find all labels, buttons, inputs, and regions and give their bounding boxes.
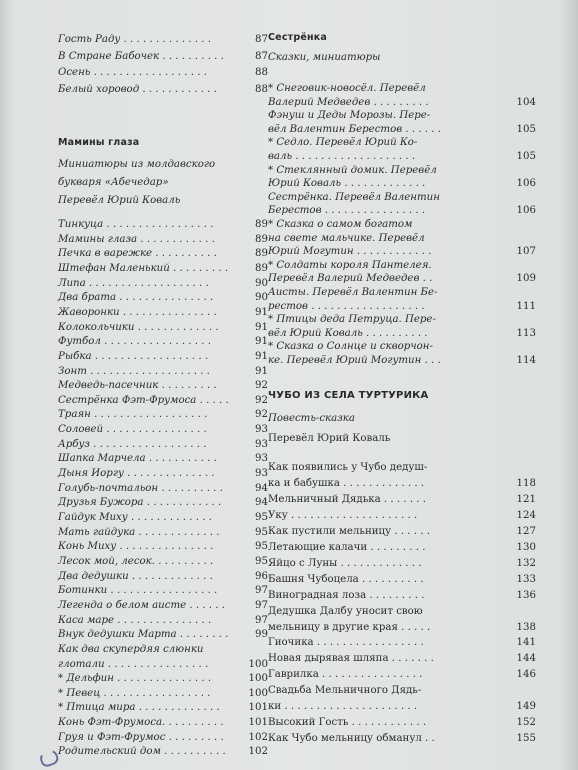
toc-entry-title: Как Чубо мельницу обманул . . bbox=[268, 733, 435, 745]
toc-entry-title: Как пустили мельницу . . . . . . bbox=[268, 525, 430, 537]
toc-entry bbox=[268, 96, 536, 109]
toc-entry-page: 93 bbox=[255, 438, 268, 450]
toc-entry-page: 95 bbox=[255, 526, 268, 538]
toc-entry bbox=[268, 621, 536, 634]
toc-entry-title: Гаврилка . . . . . . . . . . . . . . . . bbox=[268, 669, 423, 681]
toc-entry-title: Соловей . . . . . . . . . . . . . . . . bbox=[58, 424, 207, 436]
toc-entry bbox=[268, 136, 536, 149]
toc-entry-title: * Птицы деда Петруца. Пере- bbox=[268, 314, 436, 326]
toc-entry-page: 93 bbox=[255, 453, 268, 465]
toc-entry bbox=[58, 452, 268, 465]
toc-entry bbox=[268, 541, 536, 554]
toc-entry-title: Валерий Медведев . . . . . . . . . bbox=[268, 96, 429, 108]
toc-entry bbox=[268, 652, 536, 665]
toc-entry-page: 136 bbox=[516, 589, 536, 601]
section-heading-sestryonka: Сестрёнка bbox=[268, 32, 328, 43]
toc-entry-page: 107 bbox=[516, 246, 536, 258]
toc-entry-title: * Птица мира . . . . . . . . . . . . . bbox=[58, 702, 220, 714]
toc-entry-title: Новая дырявая шляпа . . . . . . . bbox=[268, 653, 434, 665]
toc-entry bbox=[268, 573, 536, 586]
toc-entry bbox=[268, 525, 536, 538]
toc-entry-title: Башня Чубоцела . . . . . . . . . . bbox=[268, 573, 424, 585]
toc-entry-page: 89 bbox=[255, 233, 268, 245]
section-subtitle: букваря «Абечедар» bbox=[58, 177, 169, 188]
toc-entry-title: Юрий Могутин . . . . . . . . . . . . bbox=[268, 246, 432, 258]
toc-entry bbox=[58, 394, 268, 407]
toc-entry-page: 97 bbox=[255, 614, 268, 626]
toc-entry bbox=[268, 668, 536, 681]
toc-entry bbox=[58, 218, 268, 231]
toc-entry-title: Яйцо с Луны . . . . . . . . . . . . . bbox=[268, 557, 422, 569]
toc-entry-title: * Певец . . . . . . . . . . . . . . . . . bbox=[58, 687, 211, 699]
toc-entry bbox=[268, 493, 536, 506]
toc-entry-title: Футбол . . . . . . . . . . . . . . . . . bbox=[58, 336, 211, 348]
toc-entry-page: 95 bbox=[255, 555, 268, 567]
toc-entry-page: 102 bbox=[248, 731, 268, 743]
toc-entry bbox=[58, 731, 268, 744]
toc-entry bbox=[58, 262, 268, 275]
toc-entry bbox=[268, 204, 536, 217]
toc-entry-page: 90 bbox=[255, 277, 268, 289]
toc-entry-title: Белый хоровод . . . . . . . . . . . . bbox=[58, 83, 217, 95]
toc-entry-page: 92 bbox=[255, 380, 268, 392]
toc-entry-page: 93 bbox=[255, 424, 268, 436]
toc-entry bbox=[58, 555, 268, 568]
toc-entry bbox=[58, 716, 268, 729]
toc-entry-page: 91 bbox=[255, 336, 268, 348]
toc-entry-page: 91 bbox=[255, 321, 268, 333]
toc-entry-title: Сестрёнка Фэт-Фрумоса . . . . . bbox=[58, 394, 229, 406]
toc-entry bbox=[58, 496, 268, 509]
toc-entry-page: 87 bbox=[255, 50, 268, 62]
toc-entry-title: * Седло. Перевёл Юрий Ко- bbox=[268, 137, 418, 149]
toc-entry bbox=[268, 123, 536, 136]
toc-entry-page: 106 bbox=[516, 205, 536, 217]
toc-entry-title: ки . . . . . . . . . . . . . . . . . . . . . bbox=[268, 701, 418, 713]
toc-entry-page: 152 bbox=[516, 717, 536, 729]
toc-entry bbox=[268, 354, 536, 367]
toc-entry-title: Легенда о белом аисте . . . . . . bbox=[58, 599, 225, 611]
toc-entry bbox=[268, 313, 536, 326]
toc-entry-page: 88 bbox=[255, 67, 268, 78]
toc-entry-page: 92 bbox=[255, 409, 268, 421]
toc-entry bbox=[58, 643, 268, 656]
toc-entry-page: 105 bbox=[516, 123, 536, 135]
toc-entry bbox=[58, 291, 268, 304]
toc-entry-title: Дедушка Далбу уносит свою bbox=[268, 605, 423, 617]
toc-entry bbox=[268, 286, 536, 299]
toc-entry bbox=[58, 599, 268, 612]
toc-entry-title: Печка в варежке . . . . . . . . . . bbox=[58, 248, 217, 260]
toc-entry-title: * Снеговик-новосёл. Перевёл bbox=[268, 83, 426, 94]
toc-entry bbox=[58, 321, 268, 334]
toc-entry bbox=[58, 467, 268, 480]
toc-entry-title: рестов . . . . . . . . . . . . . . . . . . bbox=[268, 300, 425, 312]
section-subtitle: Сказки, миниатюры bbox=[268, 52, 381, 63]
toc-entry-title: Осень . . . . . . . . . . . . . . . . . . bbox=[58, 67, 207, 78]
toc-entry-title: Штефан Маленький . . . . . . . . . bbox=[58, 262, 229, 274]
toc-entry-page: 91 bbox=[255, 365, 268, 377]
toc-entry-page: 91 bbox=[255, 350, 268, 362]
toc-entry-title: Гайдук Миху . . . . . . . . . . . . . bbox=[58, 512, 212, 523]
toc-entry-page: 101 bbox=[248, 717, 268, 729]
toc-entry-page: 127 bbox=[516, 525, 536, 537]
section-heading-chubo: ЧУБО ИЗ СЕЛА ТУРТУРИКА bbox=[268, 390, 429, 401]
toc-entry-title: Груя и Фэт-Фрумос . . . . . . . . . bbox=[58, 731, 224, 743]
toc-entry-title: Фэнуш и Деды Морозы. Пере- bbox=[268, 110, 431, 122]
section-heading-maminy-glaza: Мамины глаза bbox=[58, 137, 140, 148]
toc-entry-title: валь . . . . . . . . . . . . . . . . . . . bbox=[268, 151, 416, 162]
toc-entry-page: 89 bbox=[255, 248, 268, 260]
toc-entry bbox=[268, 232, 536, 245]
toc-entry bbox=[268, 177, 536, 190]
toc-entry-title: Как появились у Чубо дедуш- bbox=[268, 462, 428, 473]
toc-entry bbox=[268, 82, 536, 95]
toc-entry-title: Как два скупердяя слюнки bbox=[58, 643, 204, 655]
toc-entry-page: 89 bbox=[255, 262, 268, 274]
toc-entry bbox=[58, 423, 268, 436]
toc-entry bbox=[268, 636, 536, 649]
toc-entry bbox=[58, 526, 268, 539]
toc-entry-title: Голубь-почтальон . . . . . . . . . . bbox=[58, 482, 223, 494]
toc-entry-page: 141 bbox=[516, 637, 536, 649]
toc-entry bbox=[268, 300, 536, 313]
toc-entry bbox=[268, 109, 536, 122]
toc-entry-page: 118 bbox=[516, 477, 536, 489]
toc-entry-page: 89 bbox=[255, 219, 268, 230]
toc-entry-page: 146 bbox=[516, 669, 536, 681]
toc-entry bbox=[58, 306, 268, 319]
toc-entry bbox=[58, 482, 268, 495]
toc-entry bbox=[58, 247, 268, 260]
toc-entry bbox=[58, 83, 268, 96]
toc-entry-page: 100 bbox=[248, 658, 268, 670]
toc-entry-page: 100 bbox=[248, 687, 268, 699]
toc-entry-title: * Стеклянный домик. Перевёл bbox=[268, 164, 437, 176]
toc-entry-title: вёл Юрий Коваль . . . . . . . . . . bbox=[268, 327, 428, 339]
toc-entry-title: на свете мальчике. Перевёл bbox=[268, 232, 425, 244]
toc-entry-page: 113 bbox=[516, 327, 536, 339]
toc-entry-page: 95 bbox=[255, 512, 268, 523]
toc-entry bbox=[58, 350, 268, 363]
toc-entry-page: 94 bbox=[255, 497, 268, 509]
toc-entry bbox=[58, 584, 268, 597]
toc-entry-title: Берестов . . . . . . . . . . . . . . . . bbox=[268, 205, 426, 217]
toc-entry-page: 155 bbox=[516, 733, 536, 745]
toc-entry-title: Шапка Марчела . . . . . . . . . . . bbox=[58, 453, 217, 465]
toc-entry-page: 102 bbox=[248, 746, 268, 758]
section-translator: Перевёл Юрий Коваль bbox=[58, 195, 181, 206]
toc-entry-page: 124 bbox=[516, 509, 536, 521]
toc-entry bbox=[58, 658, 268, 671]
toc-entry-page: 149 bbox=[516, 701, 536, 713]
toc-entry bbox=[268, 605, 536, 618]
toc-entry-page: 90 bbox=[255, 292, 268, 304]
toc-entry-page: 92 bbox=[255, 394, 268, 406]
toc-entry-page: 97 bbox=[255, 585, 268, 597]
toc-entry-title: Два брата . . . . . . . . . . . . . . . bbox=[58, 292, 214, 304]
toc-entry bbox=[58, 628, 268, 641]
toc-entry-title: Аисты. Перевёл Валентин Бе- bbox=[268, 287, 438, 298]
toc-entry-title: Рыбка . . . . . . . . . . . . . . . . . . bbox=[58, 350, 209, 362]
toc-entry bbox=[58, 66, 268, 79]
toc-entry-title: Перевёл Валерий Медведев . . bbox=[268, 273, 433, 285]
toc-entry-title: Каса маре . . . . . . . . . . . . . . . bbox=[58, 614, 212, 626]
toc-entry bbox=[58, 672, 268, 685]
toc-entry-page: 88 bbox=[255, 83, 268, 95]
toc-entry-title: Мельничный Дядька . . . . . . . bbox=[268, 493, 427, 505]
toc-entry-title: Два дедушки . . . . . . . . . . . . . bbox=[58, 570, 213, 582]
toc-entry-page: 106 bbox=[516, 178, 536, 190]
toc-entry-page: 133 bbox=[516, 573, 536, 585]
toc-entry bbox=[58, 438, 268, 451]
toc-entry bbox=[58, 365, 268, 378]
toc-entry bbox=[58, 570, 268, 583]
toc-entry bbox=[58, 745, 268, 758]
toc-entry-title: Уку . . . . . . . . . . . . . . . . . . . . bbox=[268, 509, 418, 521]
toc-entry-title: ке. Перевёл Юрий Могутин . . . bbox=[268, 355, 441, 366]
toc-entry-page: 109 bbox=[516, 273, 536, 285]
toc-entry-title: Тинкуца . . . . . . . . . . . . . . . . . bbox=[58, 219, 214, 230]
toc-entry-title: * Сказка о Солнце и скворчон- bbox=[268, 341, 433, 353]
toc-entry-page: 138 bbox=[516, 621, 536, 633]
toc-entry-page: 99 bbox=[255, 629, 268, 641]
toc-entry bbox=[58, 379, 268, 392]
toc-entry-title: ка и бабушка . . . . . . . . . . . . . bbox=[268, 477, 425, 489]
toc-entry-title: Конь Миху . . . . . . . . . . . . . . . bbox=[58, 541, 214, 553]
toc-entry-title: Ботинки . . . . . . . . . . . . . . . . . bbox=[58, 585, 218, 597]
toc-entry bbox=[268, 245, 536, 258]
toc-entry-title: мельницу в другие края . . . . . bbox=[268, 621, 431, 633]
toc-entry-title: Липа . . . . . . . . . . . . . . . . . . . bbox=[58, 277, 209, 289]
toc-entry-title: вёл Валентин Берестов . . . . . . bbox=[268, 123, 441, 135]
toc-entry-page: 132 bbox=[516, 557, 536, 569]
toc-entry bbox=[268, 218, 536, 231]
toc-entry bbox=[58, 335, 268, 348]
toc-entry-title: Мамины глаза . . . . . . . . . . . . bbox=[58, 233, 215, 245]
toc-entry bbox=[268, 557, 536, 570]
toc-entry-title: Траян . . . . . . . . . . . . . . . . . . bbox=[58, 409, 208, 421]
toc-entry-page: 101 bbox=[248, 702, 268, 714]
toc-entry bbox=[58, 614, 268, 627]
toc-entry bbox=[58, 687, 268, 700]
toc-entry-page: 93 bbox=[255, 468, 268, 480]
toc-entry bbox=[268, 732, 536, 745]
toc-entry-title: Дыня Иоргу . . . . . . . . . . . . . . bbox=[58, 468, 215, 480]
toc-entry bbox=[268, 477, 536, 490]
toc-entry-title: Жаворонки . . . . . . . . . . . . . . . bbox=[58, 306, 217, 318]
toc-entry-title: Юрий Коваль . . . . . . . . . . . . . bbox=[268, 178, 426, 190]
toc-entry bbox=[268, 589, 536, 602]
toc-entry-title: Гиочика . . . . . . . . . . . . . . . . . bbox=[268, 637, 424, 649]
toc-entry-page: 105 bbox=[516, 151, 536, 162]
toc-entry-page: 91 bbox=[255, 306, 268, 318]
toc-entry bbox=[58, 50, 268, 63]
toc-entry-title: Летающие калачи . . . . . . . . . bbox=[268, 541, 426, 553]
toc-entry-title: Медведь-пасечник . . . . . . . . . bbox=[58, 380, 217, 392]
toc-entry-page: 114 bbox=[516, 355, 536, 366]
toc-entry bbox=[58, 33, 268, 46]
toc-entry-page: 94 bbox=[255, 482, 268, 494]
toc-entry-title: * Дельфин . . . . . . . . . . . . . . . bbox=[58, 673, 212, 685]
toc-entry bbox=[268, 259, 536, 272]
toc-entry-title: Конь Фэт-Фрумоса. . . . . . . . . . bbox=[58, 717, 224, 729]
toc-entry-page: 104 bbox=[516, 96, 536, 108]
toc-entry bbox=[268, 509, 536, 522]
toc-entry-title: Друзья Бужора . . . . . . . . . . . . bbox=[58, 497, 222, 509]
section-subtitle: Миниатюры из молдавского bbox=[58, 159, 216, 170]
toc-entry-title: глотали . . . . . . . . . . . . . . . . bbox=[58, 658, 209, 670]
toc-entry bbox=[268, 150, 536, 163]
toc-entry-page: 95 bbox=[255, 541, 268, 553]
toc-entry-page: 97 bbox=[255, 599, 268, 611]
toc-entry-page: 100 bbox=[248, 673, 268, 685]
section-subtitle: Повесть-сказка bbox=[268, 413, 355, 424]
section-translator: Перевёл Юрий Коваль bbox=[268, 433, 391, 444]
toc-entry bbox=[58, 511, 268, 524]
toc-entry-title: Виноградная лоза . . . . . . . . . bbox=[268, 589, 425, 601]
toc-entry bbox=[268, 461, 536, 474]
toc-entry-title: Свадьба Мельничного Дядь- bbox=[268, 685, 422, 697]
toc-entry-page: 121 bbox=[516, 493, 536, 505]
toc-entry-title: Зонт . . . . . . . . . . . . . . . . . . . bbox=[58, 365, 210, 377]
ink-mark-icon bbox=[38, 747, 60, 768]
toc-entry-page: 111 bbox=[516, 300, 536, 312]
toc-entry-title: Гость Раду . . . . . . . . . . . . . . bbox=[58, 34, 211, 45]
toc-entry-title: В Стране Бабочек . . . . . . . . . . bbox=[58, 50, 224, 62]
toc-entry-page: 144 bbox=[516, 653, 536, 665]
toc-entry bbox=[268, 716, 536, 729]
toc-entry bbox=[268, 327, 536, 340]
toc-entry-title: Арбуз . . . . . . . . . . . . . . . . . . bbox=[58, 438, 207, 450]
toc-entry-title: Высокий Гость . . . . . . . . . . . . bbox=[268, 717, 427, 729]
toc-entry bbox=[268, 340, 536, 353]
toc-entry-page: 96 bbox=[255, 570, 268, 582]
toc-entry-page: 130 bbox=[516, 541, 536, 553]
toc-entry-title: Лесок мой, лесок. . . . . . . . . . bbox=[58, 555, 214, 567]
toc-entry-title: * Солдаты короля Пантелея. bbox=[268, 259, 432, 271]
toc-entry bbox=[58, 277, 268, 290]
toc-entry-title: Родительский дом . . . . . . . . . . bbox=[58, 746, 226, 758]
toc-entry bbox=[58, 701, 268, 714]
toc-entry-title: * Сказка о самом богатом bbox=[268, 219, 413, 230]
toc-entry bbox=[58, 408, 268, 421]
toc-entry bbox=[268, 191, 536, 204]
toc-entry-title: Внук дедушки Марта . . . . . . . . bbox=[58, 629, 229, 641]
toc-entry bbox=[268, 700, 536, 713]
toc-entry bbox=[58, 233, 268, 246]
toc-entry bbox=[58, 540, 268, 553]
toc-entry bbox=[268, 164, 536, 177]
toc-entry-title: Мать гайдука . . . . . . . . . . . . . bbox=[58, 526, 220, 538]
toc-entry-page: 87 bbox=[255, 34, 268, 45]
toc-entry bbox=[268, 684, 536, 697]
toc-entry-title: Колокольчики . . . . . . . . . . . . . bbox=[58, 321, 219, 333]
toc-entry bbox=[268, 272, 536, 285]
toc-entry-title: Сестрёнка. Перевёл Валентин bbox=[268, 191, 440, 203]
